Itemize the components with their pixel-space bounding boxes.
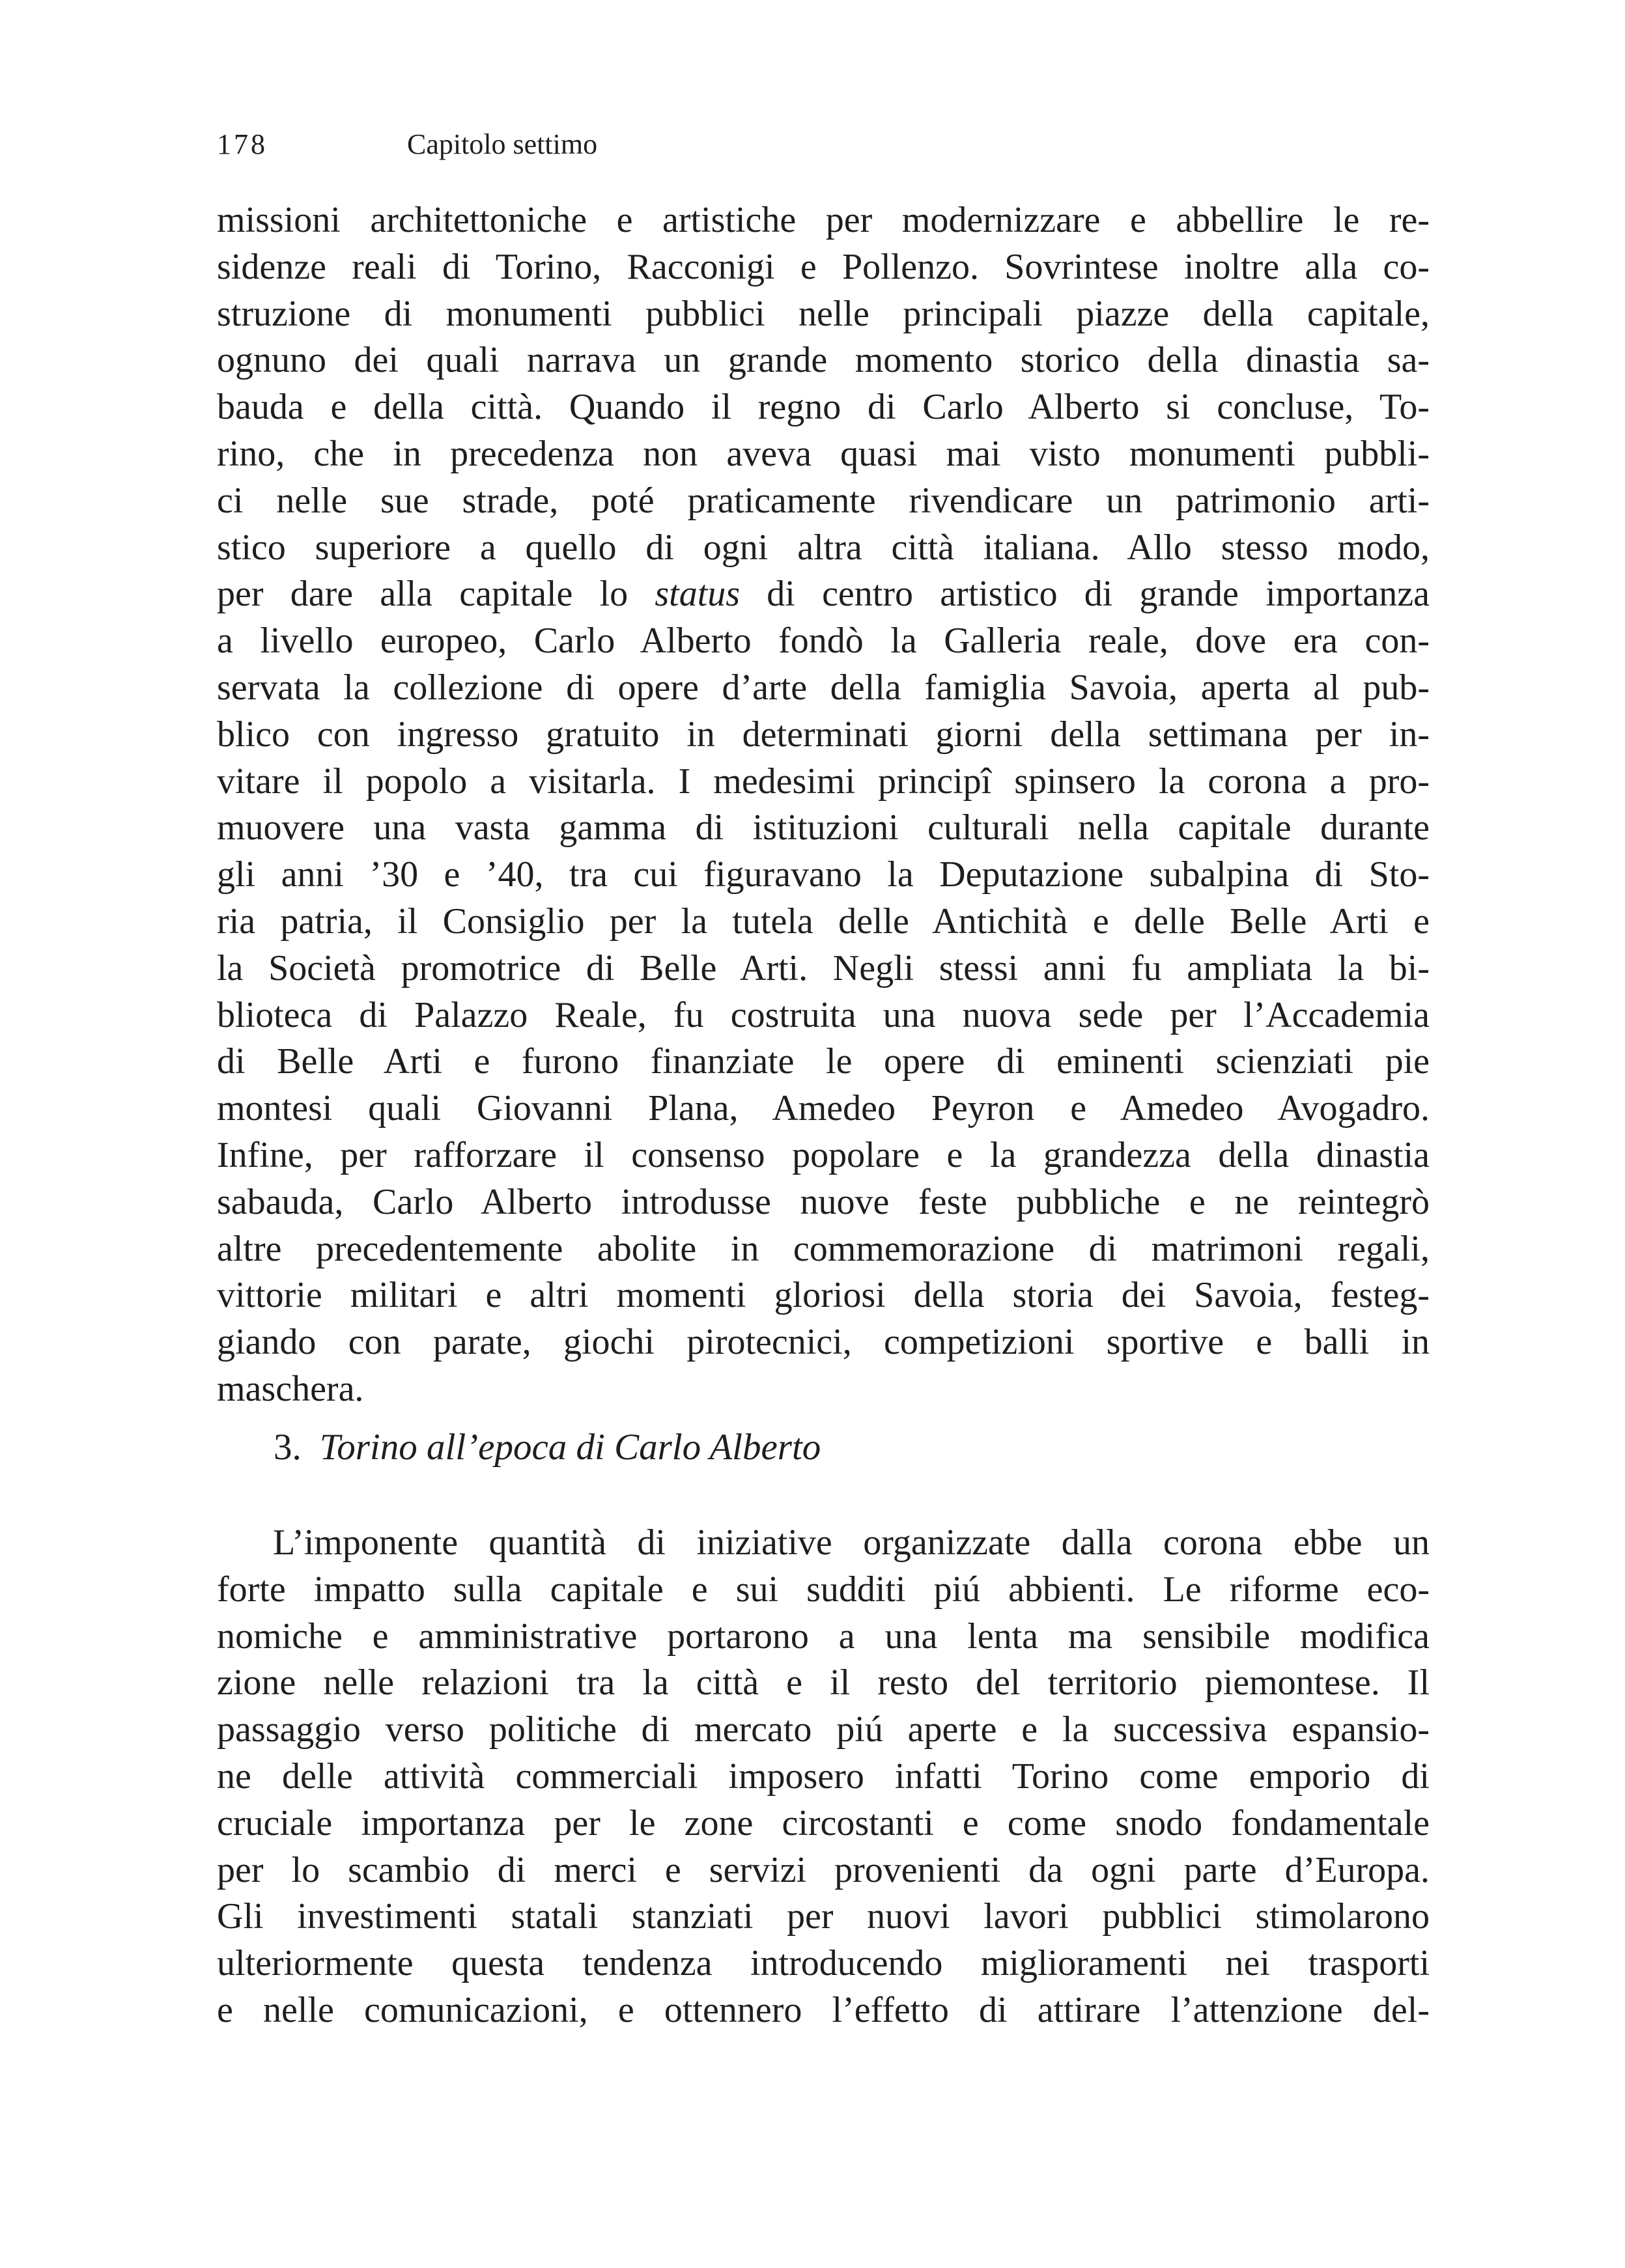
text-segment: di centro artistico di grande importanza bbox=[740, 574, 1430, 615]
text-line: missioni architettoniche e artistiche per modernizzare e abbellire le re- bbox=[217, 200, 1430, 240]
text-line: bauda e della città. Quando il regno di Carlo Alberto si concluse, To- bbox=[217, 387, 1430, 428]
text-line: ognuno dei quali narrava un grande momento storico della dinastia sa- bbox=[217, 340, 1430, 381]
running-head bbox=[217, 125, 597, 164]
text-line: montesi quali Giovanni Plana, Amedeo Peyron e Amedeo Avogadro. bbox=[217, 1088, 1430, 1129]
section-title: Torino all’epoca di Carlo Alberto bbox=[319, 1427, 821, 1468]
text-line: passaggio verso politiche di mercato piú aperte e la successiva espansio- bbox=[217, 1709, 1430, 1750]
section-heading bbox=[274, 1421, 821, 1474]
text-line: sidenze reali di Torino, Racconigi e Pollenzo. Sovrintese inoltre alla co- bbox=[217, 246, 1430, 287]
paragraph-2 bbox=[217, 1520, 1430, 2034]
text-line: stico superiore a quello di ogni altra città italiana. Allo stesso modo, bbox=[217, 527, 1430, 568]
text-line: zione nelle relazioni tra la città e il resto del territorio piemontese. Il bbox=[217, 1662, 1430, 1703]
text-line: ulteriormente questa tendenza introducendo miglioramenti nei trasporti bbox=[217, 1943, 1430, 1984]
text-line: servata la collezione di opere d’arte della famiglia Savoia, aperta al pub- bbox=[217, 667, 1430, 708]
text-line: maschera. bbox=[217, 1368, 364, 1409]
text-line-with-italic bbox=[217, 571, 1430, 618]
section-number: 3. bbox=[274, 1427, 302, 1468]
text-line: Infine, per rafforzare il consenso popolare e la grandezza della dinastia bbox=[217, 1134, 1430, 1175]
text-line: ne delle attività commerciali imposero infatti Torino come emporio di bbox=[217, 1756, 1430, 1797]
text-line: la Società promotrice di Belle Arti. Negli stessi anni fu ampliata la bi- bbox=[217, 947, 1430, 988]
text-line: blioteca di Palazzo Reale, fu costruita una nuova sede per l’Accademia bbox=[217, 994, 1430, 1035]
text-line: ci nelle sue strade, poté praticamente rivendicare un patrimonio arti- bbox=[217, 480, 1430, 521]
text-line: Gli investimenti statali stanziati per nuovi lavori pubblici stimolarono bbox=[217, 1896, 1430, 1937]
italic-term: status bbox=[655, 574, 741, 615]
text-segment: per dare alla capitale lo bbox=[217, 574, 655, 615]
text-line: giando con parate, giochi pirotecnici, competizioni sportive e balli in bbox=[217, 1322, 1430, 1363]
text-line: sabauda, Carlo Alberto introdusse nuove feste pubbliche e ne reintegrò bbox=[217, 1181, 1430, 1222]
text-line: per lo scambio di merci e servizi provenienti da ogni parte d’Europa. bbox=[217, 1849, 1430, 1890]
chapter-title: Capitolo settimo bbox=[407, 128, 598, 160]
text-line: vitare il popolo a visitarla. I medesimi principî spinsero la corona a pro- bbox=[217, 761, 1430, 802]
text-line: di Belle Arti e furono finanziate le opere di eminenti scienziati pie bbox=[217, 1041, 1430, 1082]
text-line: rino, che in precedenza non aveva quasi mai visto monumenti pubbli- bbox=[217, 433, 1430, 474]
text-line: muovere una vasta gamma di istituzioni culturali nella capitale durante bbox=[217, 807, 1430, 848]
text-line: blico con ingresso gratuito in determinati giorni della settimana per in- bbox=[217, 714, 1430, 755]
text-line: e nelle comunicazioni, e ottennero l’effetto di attirare l’attenzione del- bbox=[217, 1989, 1430, 2030]
text-line: struzione di monumenti pubblici nelle principali piazze della capitale, bbox=[217, 293, 1430, 334]
page-number: 178 bbox=[217, 128, 268, 160]
text-line: a livello europeo, Carlo Alberto fondò la Galleria reale, dove era con- bbox=[217, 621, 1430, 662]
text-line: altre precedentemente abolite in commemorazione di matrimoni regali, bbox=[217, 1228, 1430, 1269]
text-line: cruciale importanza per le zone circostanti e come snodo fondamentale bbox=[217, 1802, 1430, 1843]
text-line: L’imponente quantità di iniziative organizzate dalla corona ebbe un bbox=[273, 1522, 1430, 1563]
text-line: ria patria, il Consiglio per la tutela delle Antichità e delle Belle Arti e bbox=[217, 901, 1430, 942]
paragraph-1 bbox=[217, 197, 1430, 1413]
text-line: forte impatto sulla capitale e sui sudditi piú abbienti. Le riforme eco- bbox=[217, 1569, 1430, 1610]
text-line: vittorie militari e altri momenti gloriosi della storia dei Savoia, festeg- bbox=[217, 1275, 1430, 1316]
text-line: gli anni ’30 e ’40, tra cui figuravano la Deputazione subalpina di Sto- bbox=[217, 854, 1430, 895]
text-line: nomiche e amministrative portarono a una lenta ma sensibile modifica bbox=[217, 1616, 1430, 1657]
